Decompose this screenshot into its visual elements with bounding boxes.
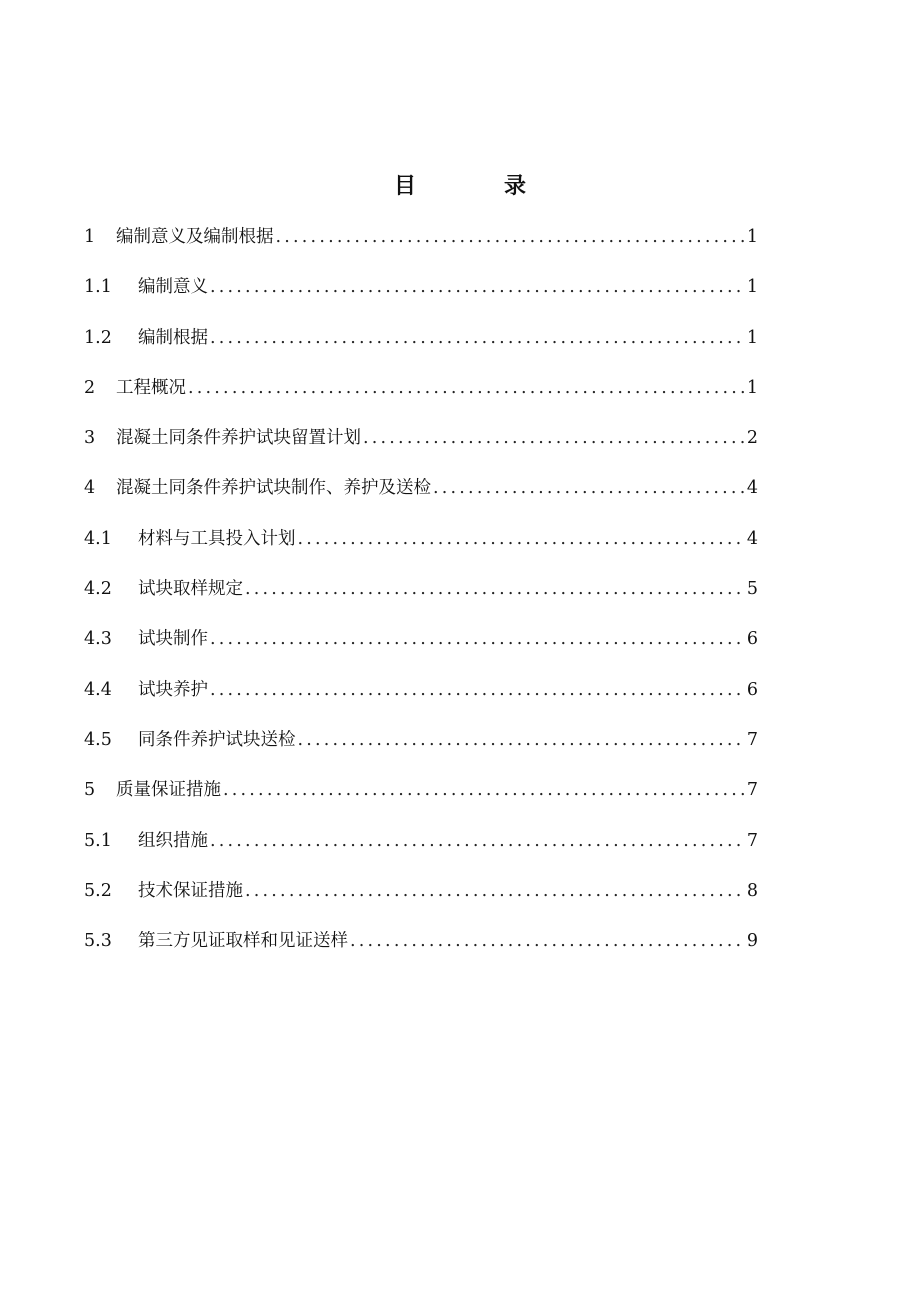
toc-entry-number: 1.2 bbox=[84, 327, 112, 348]
toc-entry[interactable] bbox=[84, 323, 758, 373]
toc-entry-page-number: 8 bbox=[746, 880, 758, 901]
toc-entry-page-number: 4 bbox=[746, 528, 758, 549]
toc-entry-number: 1.1 bbox=[84, 277, 112, 298]
toc-entry-title: 技术保证措施 bbox=[138, 880, 243, 901]
toc-entry[interactable] bbox=[84, 826, 758, 876]
toc-dot-leader bbox=[298, 725, 744, 755]
toc-heading bbox=[0, 170, 920, 202]
toc-entry-number: 2 bbox=[84, 377, 96, 398]
toc-entry[interactable] bbox=[84, 675, 758, 725]
toc-dot-leader bbox=[223, 775, 744, 805]
toc-entry-number: 4.2 bbox=[84, 579, 112, 600]
toc-entry-title: 工程概况 bbox=[116, 377, 186, 398]
toc-entry-number: 4.1 bbox=[84, 528, 112, 549]
toc-dot-leader bbox=[210, 826, 744, 856]
toc-dot-leader bbox=[298, 524, 744, 554]
toc-entry[interactable] bbox=[84, 775, 758, 825]
toc-entry-page-number: 1 bbox=[746, 227, 758, 247]
toc-entry[interactable] bbox=[84, 423, 758, 473]
toc-entry-number: 5.3 bbox=[84, 931, 112, 952]
toc-entry-title: 混凝土同条件养护试块制作、养护及送检 bbox=[116, 478, 431, 499]
toc-entry-title: 第三方见证取样和见证送样 bbox=[138, 931, 348, 952]
toc-entry-page-number: 6 bbox=[746, 629, 758, 650]
toc-entry-page-number: 1 bbox=[746, 377, 758, 398]
toc-entry-number: 3 bbox=[84, 428, 96, 449]
toc-dot-leader bbox=[245, 876, 744, 906]
toc-dot-leader bbox=[276, 222, 744, 252]
toc-entry-page-number: 1 bbox=[746, 327, 758, 348]
toc-entry-page-number: 4 bbox=[746, 478, 758, 499]
toc-entry-number: 1 bbox=[84, 227, 96, 247]
toc-entry-page-number: 7 bbox=[746, 729, 758, 750]
toc-entry-number: 5.1 bbox=[84, 830, 112, 851]
toc-entry-page-number: 1 bbox=[746, 277, 758, 298]
toc-entry[interactable] bbox=[84, 473, 758, 523]
toc-entry-number: 5.2 bbox=[84, 880, 112, 901]
toc-entry[interactable] bbox=[84, 574, 758, 624]
toc-entry-page-number: 6 bbox=[746, 679, 758, 700]
toc-heading-char-1: 目 bbox=[393, 173, 416, 199]
toc-entry-number: 4.4 bbox=[84, 679, 112, 700]
toc-entry-title: 组织措施 bbox=[138, 830, 208, 851]
toc-dot-leader bbox=[433, 473, 744, 503]
toc-entry-number: 4.5 bbox=[84, 729, 112, 750]
toc-dot-leader bbox=[245, 574, 744, 604]
toc-entry-number: 5 bbox=[84, 780, 96, 801]
toc-entry-title: 试块取样规定 bbox=[138, 579, 243, 600]
toc-dot-leader bbox=[350, 926, 744, 956]
toc-entry[interactable] bbox=[84, 926, 758, 976]
toc-entry-page-number: 5 bbox=[746, 579, 758, 600]
toc-entry[interactable] bbox=[84, 725, 758, 775]
toc-entry-title: 编制意义及编制根据 bbox=[116, 227, 274, 247]
toc-entry-page-number: 7 bbox=[746, 830, 758, 851]
toc-entry-number: 4.3 bbox=[84, 629, 112, 650]
toc-entry-title: 编制根据 bbox=[138, 327, 208, 348]
toc-entry-title: 试块养护 bbox=[138, 679, 208, 700]
toc-dot-leader bbox=[210, 272, 744, 302]
toc-entry[interactable] bbox=[84, 524, 758, 574]
toc-entry-title: 试块制作 bbox=[138, 629, 208, 650]
toc-entry[interactable] bbox=[84, 373, 758, 423]
toc-entry[interactable] bbox=[84, 272, 758, 322]
toc-entry-title: 质量保证措施 bbox=[116, 780, 221, 801]
toc-dot-leader bbox=[363, 423, 744, 453]
toc-dot-leader bbox=[210, 675, 744, 705]
toc-entry-title: 同条件养护试块送检 bbox=[138, 729, 296, 750]
toc-entry[interactable] bbox=[84, 624, 758, 674]
toc-entry-page-number: 7 bbox=[746, 780, 758, 801]
toc-dot-leader bbox=[188, 373, 744, 403]
toc-entry-title: 混凝土同条件养护试块留置计划 bbox=[116, 428, 361, 449]
toc-entry[interactable] bbox=[84, 222, 758, 272]
toc-entry-title: 材料与工具投入计划 bbox=[138, 528, 296, 549]
toc-entry-title: 编制意义 bbox=[138, 277, 208, 298]
toc-dot-leader bbox=[210, 624, 744, 654]
toc-entry-number: 4 bbox=[84, 478, 96, 499]
toc-list bbox=[84, 222, 758, 976]
toc-dot-leader bbox=[210, 323, 744, 353]
toc-entry-page-number: 2 bbox=[746, 428, 758, 449]
toc-heading-char-2: 录 bbox=[504, 173, 527, 199]
toc-entry[interactable] bbox=[84, 876, 758, 926]
toc-entry-page-number: 9 bbox=[746, 931, 758, 952]
